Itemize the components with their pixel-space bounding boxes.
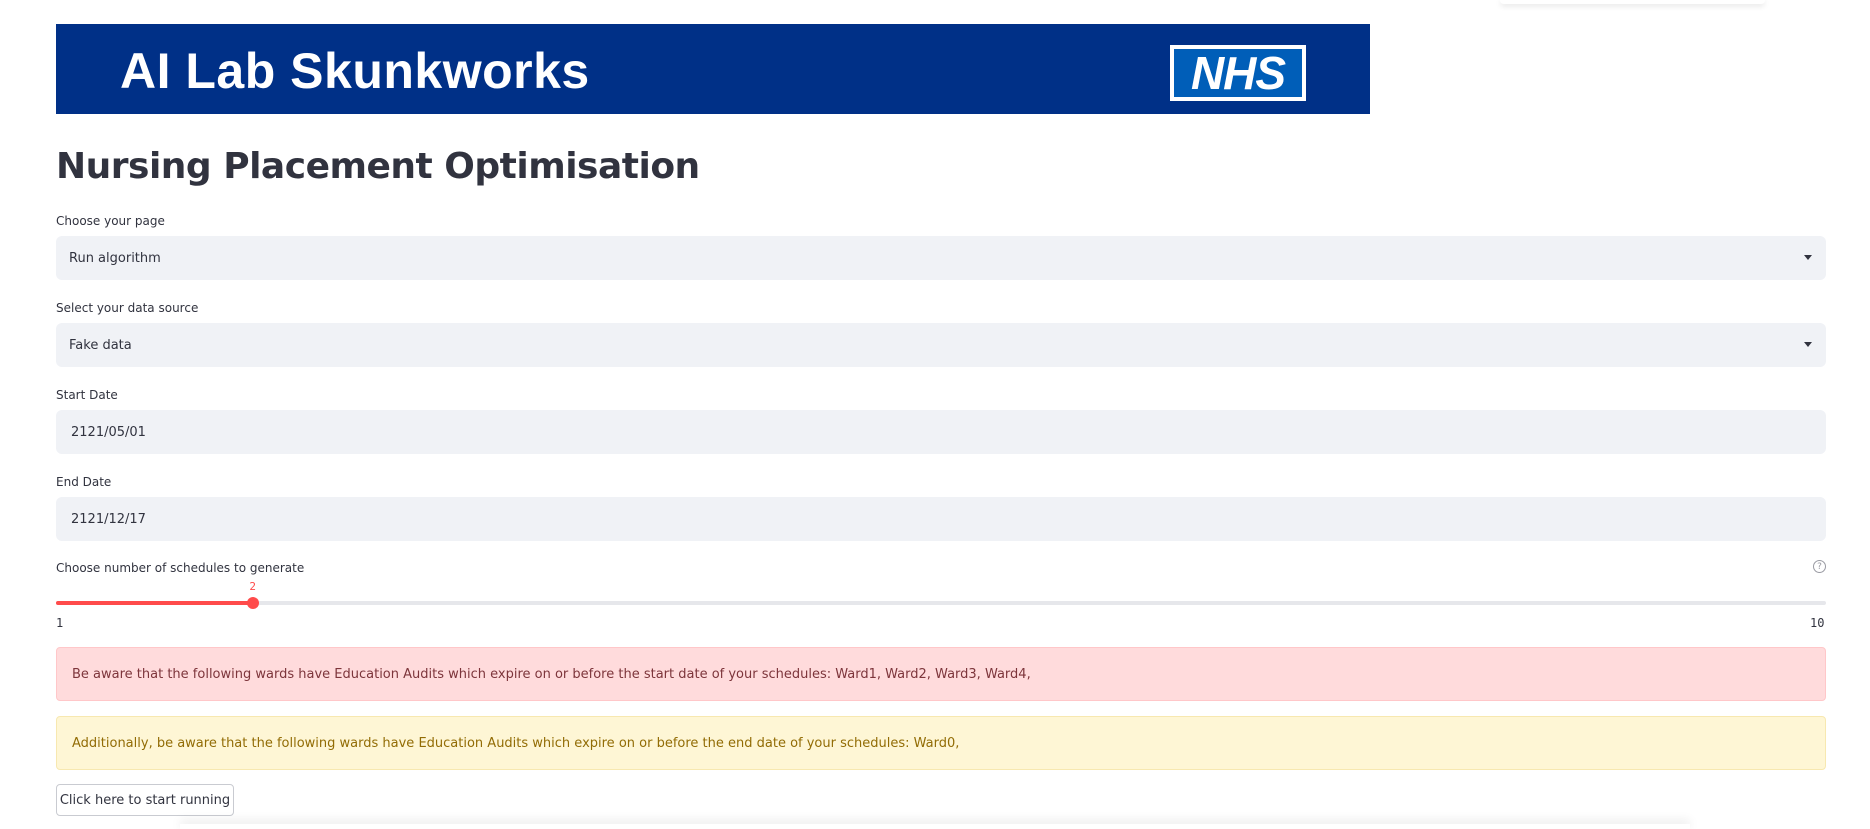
question-circle-icon[interactable]: ?: [1813, 560, 1826, 573]
data-source-select[interactable]: [56, 323, 1826, 367]
end-date-input[interactable]: [56, 497, 1826, 541]
page-select-label: Choose your page: [56, 214, 165, 228]
warning-alert: [56, 716, 1826, 770]
schedules-slider-track[interactable]: [56, 601, 1826, 605]
start-date-input[interactable]: [56, 410, 1826, 454]
nhs-logo: [1170, 45, 1306, 101]
warning-alert-text: Additionally, be aware that the following wards have Education Audits which expire on or before the end date of your schedules: Ward0,: [72, 735, 960, 751]
error-alert-text: Be aware that the following wards have Education Audits which expire on or before the start date of your schedules: Ward1, Ward2, Ward3, Ward4,: [72, 666, 1031, 682]
start-running-button[interactable]: Click here to start running: [56, 784, 234, 816]
end-date-value: 2121/12/17: [71, 511, 146, 527]
schedules-slider-label: Choose number of schedules to generate: [56, 561, 305, 575]
page-title: Nursing Placement Optimisation: [56, 146, 700, 187]
bottom-shadow: [180, 824, 1690, 829]
schedules-slider-min: 1: [56, 616, 64, 630]
schedules-slider-thumb[interactable]: [247, 597, 259, 609]
schedules-slider-value: 2: [249, 580, 256, 593]
data-source-label: Select your data source: [56, 301, 199, 315]
chevron-down-icon: [1804, 255, 1812, 260]
page-select-value: Run algorithm: [69, 250, 161, 266]
start-date-value: 2121/05/01: [71, 424, 146, 440]
chevron-down-icon: [1804, 342, 1812, 347]
schedules-slider-max: 10: [1810, 616, 1825, 630]
error-alert: [56, 647, 1826, 701]
page-select[interactable]: [56, 236, 1826, 280]
header-banner: [56, 24, 1370, 114]
end-date-label: End Date: [56, 475, 112, 489]
data-source-value: Fake data: [69, 337, 132, 353]
schedules-slider-fill: [56, 601, 253, 605]
nhs-logo-text: NHS: [1174, 49, 1302, 97]
banner-title: AI Lab Skunkworks: [120, 43, 590, 99]
start-date-label: Start Date: [56, 388, 118, 402]
toolbar-shadow: [1500, 0, 1765, 4]
